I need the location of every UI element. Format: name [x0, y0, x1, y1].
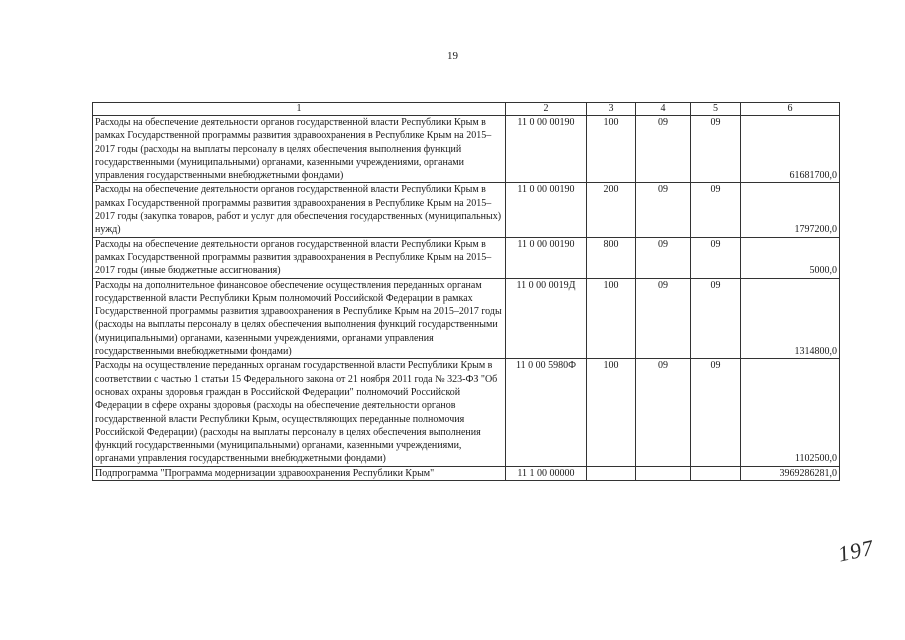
amount-cell: 5000,0	[741, 237, 840, 278]
description-cell: Подпрограмма "Программа модернизации здравоохранения Республики Крым"	[93, 466, 506, 480]
header-cell: 2	[506, 103, 587, 116]
description-cell: Расходы на обеспечение деятельности органов государственной власти Республики Крым в рамках Государственной программы развития здравоохранения в Республике Крым на 2015–2017 годы (иные бюджетные ассигнования)	[93, 237, 506, 278]
table-row	[93, 116, 840, 183]
type-cell: 100	[587, 359, 636, 466]
code-cell: 11 1 00 00000	[506, 466, 587, 480]
description-cell: Расходы на обеспечение деятельности органов государственной власти Республики Крым в рамках Государственной программы развития здравоохранения в Республике Крым на 2015–2017 годы (расходы на выплаты персоналу в целях обеспечения выполнения функций государственными (муниципальными) органами, казенными учреждениями, органами управления государственными внебюджетными фондами)	[93, 116, 506, 183]
subsection-cell: 09	[691, 183, 741, 237]
section-cell: 09	[636, 278, 691, 359]
description-cell: Расходы на дополнительное финансовое обеспечение осуществления переданных органам государственной власти Республики Крым полномочий Российской Федерации в рамках Государственной программы развития здравоохранения в Республике Крым на 2015–2017 годы (расходы на выплаты персоналу в целях обеспечения выполнения функций государственными (муниципальными) органами, казенными учреждениями, органами управления государственными внебюджетными фондами)	[93, 278, 506, 359]
type-cell: 800	[587, 237, 636, 278]
subsection-cell: 09	[691, 237, 741, 278]
section-cell: 09	[636, 237, 691, 278]
type-cell: 100	[587, 278, 636, 359]
description-cell: Расходы на обеспечение деятельности органов государственной власти Республики Крым в рамках Государственной программы развития здравоохранения в Республике Крым на 2015–2017 годы (закупка товаров, работ и услуг для обеспечения государственных (муниципальных) нужд)	[93, 183, 506, 237]
table-row	[93, 237, 840, 278]
code-cell: 11 0 00 00190	[506, 237, 587, 278]
amount-cell: 1797200,0	[741, 183, 840, 237]
type-cell: 100	[587, 116, 636, 183]
section-cell	[636, 466, 691, 480]
table-row	[93, 183, 840, 237]
table-row	[93, 466, 840, 480]
section-cell: 09	[636, 359, 691, 466]
amount-cell: 1102500,0	[741, 359, 840, 466]
handwritten-page-stamp: 197	[835, 534, 877, 567]
subsection-cell: 09	[691, 278, 741, 359]
code-cell: 11 0 00 00190	[506, 183, 587, 237]
budget-table	[92, 102, 840, 481]
section-cell: 09	[636, 183, 691, 237]
header-cell: 5	[691, 103, 741, 116]
code-cell: 11 0 00 0019Д	[506, 278, 587, 359]
code-cell: 11 0 00 5980Ф	[506, 359, 587, 466]
type-cell: 200	[587, 183, 636, 237]
section-cell: 09	[636, 116, 691, 183]
amount-cell: 61681700,0	[741, 116, 840, 183]
page-number: 19	[447, 50, 458, 62]
type-cell	[587, 466, 636, 480]
header-cell: 3	[587, 103, 636, 116]
table-header-row	[93, 103, 840, 116]
amount-cell: 1314800,0	[741, 278, 840, 359]
amount-cell: 3969286281,0	[741, 466, 840, 480]
subsection-cell: 09	[691, 359, 741, 466]
header-cell: 6	[741, 103, 840, 116]
table-row	[93, 359, 840, 466]
description-cell: Расходы на осуществление переданных органам государственной власти Республики Крым в соответствии с частью 1 статьи 15 Федерального закона от 21 ноября 2011 года № 323-ФЗ "Об основах охраны здоровья граждан в Российской Федерации" полномочий Российской Федерации в сфере охраны здоровья (расходы на обеспечение деятельности органов государственной власти Республики Крым, осуществляющих переданные полномочия Российской Федерации) (расходы на выплаты персоналу в целях обеспечения выполнения функций государственными (муниципальными) органами, казенными учреждениями, органами управления государственными внебюджетными фондами)	[93, 359, 506, 466]
header-cell: 4	[636, 103, 691, 116]
header-cell: 1	[93, 103, 506, 116]
subsection-cell	[691, 466, 741, 480]
subsection-cell: 09	[691, 116, 741, 183]
code-cell: 11 0 00 00190	[506, 116, 587, 183]
table-row	[93, 278, 840, 359]
